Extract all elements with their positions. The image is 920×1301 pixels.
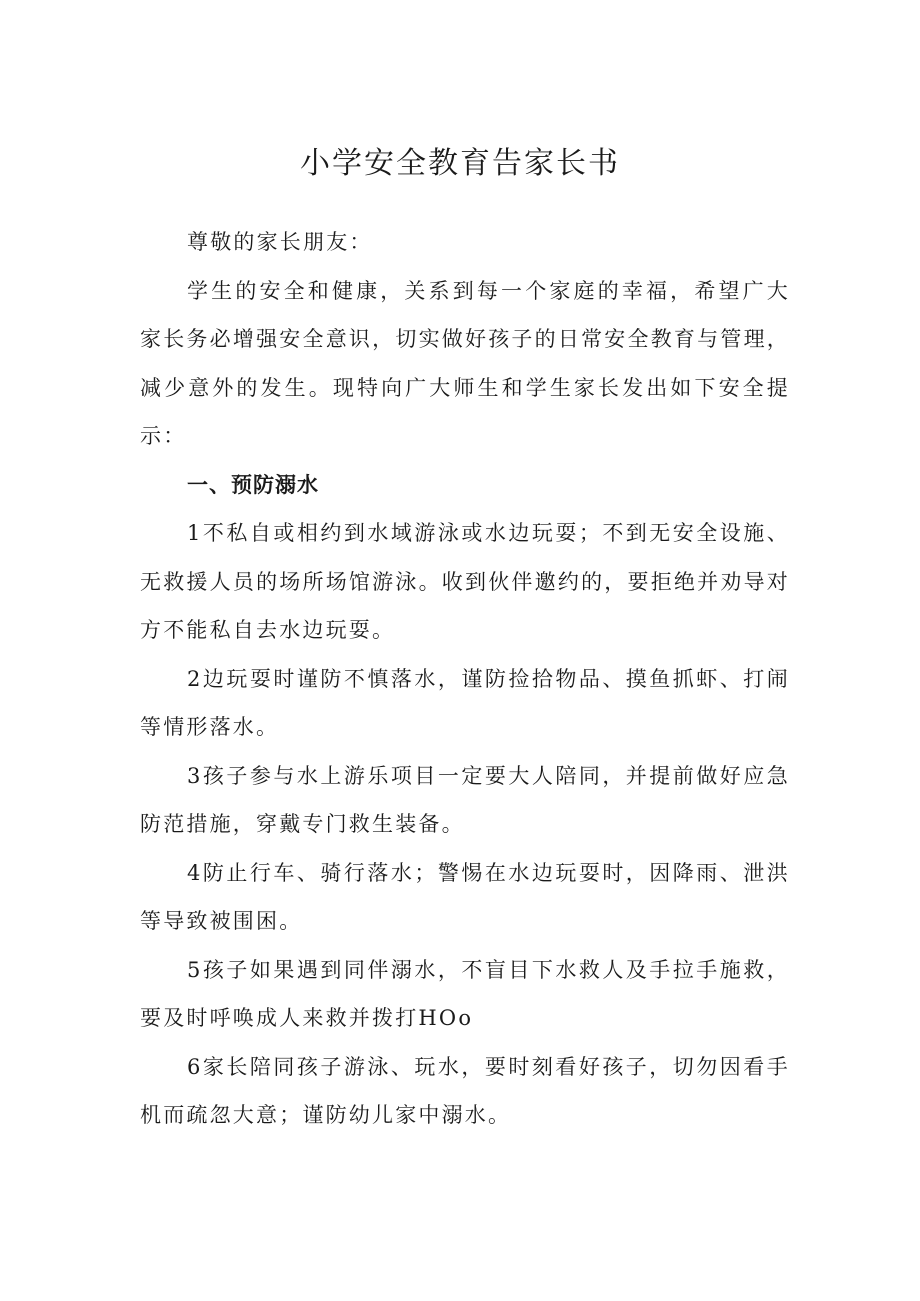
- greeting: 尊敬的家长朋友：: [187, 230, 373, 254]
- list-item: 3孩子参与水上游乐项目一定要大人陪同，并提前做好应急防范措施，穿戴专门救生装备。: [140, 763, 790, 836]
- document-title: 小学安全教育告家长书: [300, 146, 620, 181]
- list-item: 2边玩耍时谨防不慎落水，谨防捡拾物品、摸鱼抓虾、打闹等情形落水。: [140, 666, 790, 739]
- document-body: [140, 218, 790, 1140]
- section-heading: 一、预防溺水: [187, 472, 319, 497]
- list-item: 1不私自或相约到水域游泳或水边玩耍；不到无安全设施、无救援人员的场所场馆游泳。收到伙伴邀约的，要拒绝并劝导对方不能私自去水边玩耍。: [140, 521, 790, 642]
- list-item: 6家长陪同孩子游泳、玩水，要时刻看好孩子，切勿因看手机而疏忽大意；谨防幼儿家中溺水。: [140, 1054, 790, 1127]
- intro-paragraph: 学生的安全和健康，关系到每一个家庭的幸福，希望广大家长务必增强安全意识，切实做好孩子的日常安全教育与管理，减少意外的发生。现特向广大师生和学生家长发出如下安全提示：: [140, 278, 790, 448]
- list-item: 5孩子如果遇到同伴溺水，不盲目下水救人及手拉手施救，要及时呼唤成人来救并拨打HOo: [140, 957, 790, 1030]
- list-item: 4防止行车、骑行落水；警惕在水边玩耍时，因降雨、泄洪等导致被围困。: [140, 860, 790, 933]
